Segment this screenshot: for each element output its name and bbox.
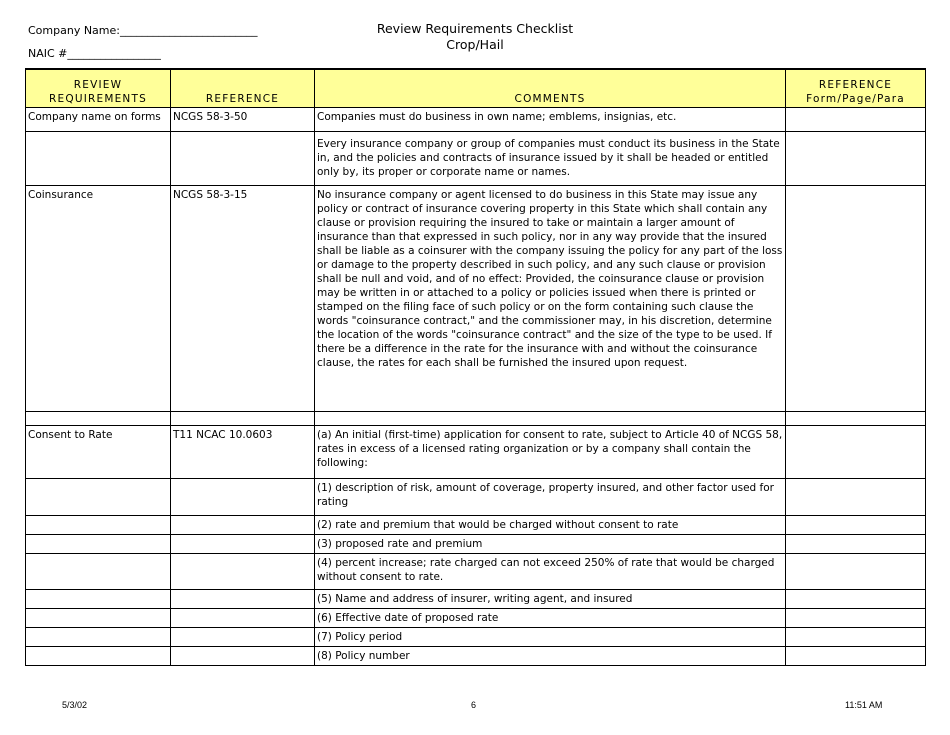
row-reference — [171, 609, 315, 628]
row-form-reference[interactable] — [786, 186, 926, 412]
row-requirement — [26, 132, 171, 186]
row-comment — [315, 412, 786, 426]
row-reference — [171, 479, 315, 516]
row-form-reference[interactable] — [786, 412, 926, 426]
row-comment: (3) proposed rate and premium — [315, 535, 786, 554]
row-comment: (a) An initial (first-time) application for consent to rate, subject to Article 40 of NCGS 58, rates in excess of a licensed rating organization or by a company shall contain the following: — [315, 426, 786, 479]
row-requirement — [26, 479, 171, 516]
header-reference-form — [786, 69, 926, 108]
header-review-line1: REVIEW — [73, 79, 123, 91]
row-form-reference[interactable] — [786, 516, 926, 535]
row-requirement: Consent to Rate — [26, 426, 171, 479]
row-comment: (6) Effective date of proposed rate — [315, 609, 786, 628]
row-form-reference[interactable] — [786, 554, 926, 590]
header-reference-form-line2: Form/Page/Para — [806, 93, 905, 105]
row-comment: (1) description of risk, amount of coverage, property insured, and other factor used for rating — [315, 479, 786, 516]
row-form-reference[interactable] — [786, 108, 926, 132]
row-form-reference[interactable] — [786, 535, 926, 554]
row-reference — [171, 590, 315, 609]
header-reference: REFERENCE — [171, 69, 315, 108]
row-reference — [171, 412, 315, 426]
row-comment: (4) percent increase; rate charged can not exceed 250% of rate that would be charged without consent to rate. — [315, 554, 786, 590]
row-comment: Every insurance company or group of companies must conduct its business in the State in, and the policies and contracts of insurance issued by it shall be headed or entitled only by, its proper or corporate name or names. — [315, 132, 786, 186]
row-reference — [171, 647, 315, 666]
row-form-reference[interactable] — [786, 590, 926, 609]
row-requirement — [26, 609, 171, 628]
table-row — [26, 426, 926, 479]
header-review-line2: REQUIREMENTS — [49, 93, 147, 105]
row-comment: (7) Policy period — [315, 628, 786, 647]
table-row — [26, 535, 926, 554]
page-title: Review Requirements Checklist — [376, 21, 574, 36]
row-comment: (8) Policy number — [315, 647, 786, 666]
row-requirement — [26, 535, 171, 554]
row-comment: (5) Name and address of insurer, writing agent, and insured — [315, 590, 786, 609]
row-reference: NCGS 58-3-15 — [171, 186, 315, 412]
row-requirement: Company name on forms — [26, 108, 171, 132]
table-row — [26, 647, 926, 666]
table-row — [26, 108, 926, 132]
table-header-row — [26, 69, 926, 108]
header-review-requirements — [26, 69, 171, 108]
row-requirement — [26, 628, 171, 647]
row-requirement — [26, 412, 171, 426]
row-form-reference[interactable] — [786, 132, 926, 186]
header-comments: COMMENTS — [315, 69, 786, 108]
row-form-reference[interactable] — [786, 647, 926, 666]
table-row — [26, 554, 926, 590]
table-row — [26, 412, 926, 426]
footer-time: 11:51 AM — [845, 700, 883, 710]
footer-date: 5/3/02 — [62, 700, 88, 710]
row-reference: T11 NCAC 10.0603 — [171, 426, 315, 479]
row-reference — [171, 554, 315, 590]
table-row — [26, 132, 926, 186]
row-reference — [171, 628, 315, 647]
company-name-field: Company Name:_________________________ — [28, 24, 258, 37]
row-reference: NCGS 58-3-50 — [171, 108, 315, 132]
naic-field: NAIC #_________________ — [28, 47, 161, 60]
table-row — [26, 609, 926, 628]
row-requirement: Coinsurance — [26, 186, 171, 412]
checklist-table — [25, 68, 926, 666]
row-comment: Companies must do business in own name; emblems, insignias, etc. — [315, 108, 786, 132]
row-form-reference[interactable] — [786, 479, 926, 516]
table-row — [26, 186, 926, 412]
row-form-reference[interactable] — [786, 628, 926, 647]
row-reference — [171, 516, 315, 535]
table-row — [26, 628, 926, 647]
footer-page-number: 6 — [471, 700, 477, 710]
row-reference — [171, 132, 315, 186]
row-requirement — [26, 590, 171, 609]
page-subtitle: Crop/Hail — [446, 37, 504, 52]
row-requirement — [26, 554, 171, 590]
header-reference-form-line1: REFERENCE — [818, 79, 893, 91]
row-requirement — [26, 647, 171, 666]
row-form-reference[interactable] — [786, 609, 926, 628]
table-row — [26, 516, 926, 535]
row-comment: No insurance company or agent licensed to do business in this State may issue any policy or contract of insurance covering property in this State which shall contain any clause or provision requiring the insured to take or maintain a larger amount of insurance than that expressed in such policy, nor in any way provide that the insured shall be liable as a coinsurer with the company issuing the policy for any part of the loss or damage to the property described in such policy, and any such clause or provision shall be null and void, and of no effect: Provided, the coinsurance clause or provision may be written in or attached to a policy or policies issued when there is printed or stamped on the filing face of such policy or on the form containing such clause the words "coinsurance contract," and the commissioner may, in his discretion, determine the location of the words "coinsurance contract" and the size of the type to be used. If there be a difference in the rate for the insurance with and without the coinsurance clause, the rates for each shall be furnished the insured upon request. — [315, 186, 786, 412]
table-row — [26, 479, 926, 516]
table-row — [26, 590, 926, 609]
row-requirement — [26, 516, 171, 535]
row-comment: (2) rate and premium that would be charged without consent to rate — [315, 516, 786, 535]
row-form-reference[interactable] — [786, 426, 926, 479]
row-reference — [171, 535, 315, 554]
